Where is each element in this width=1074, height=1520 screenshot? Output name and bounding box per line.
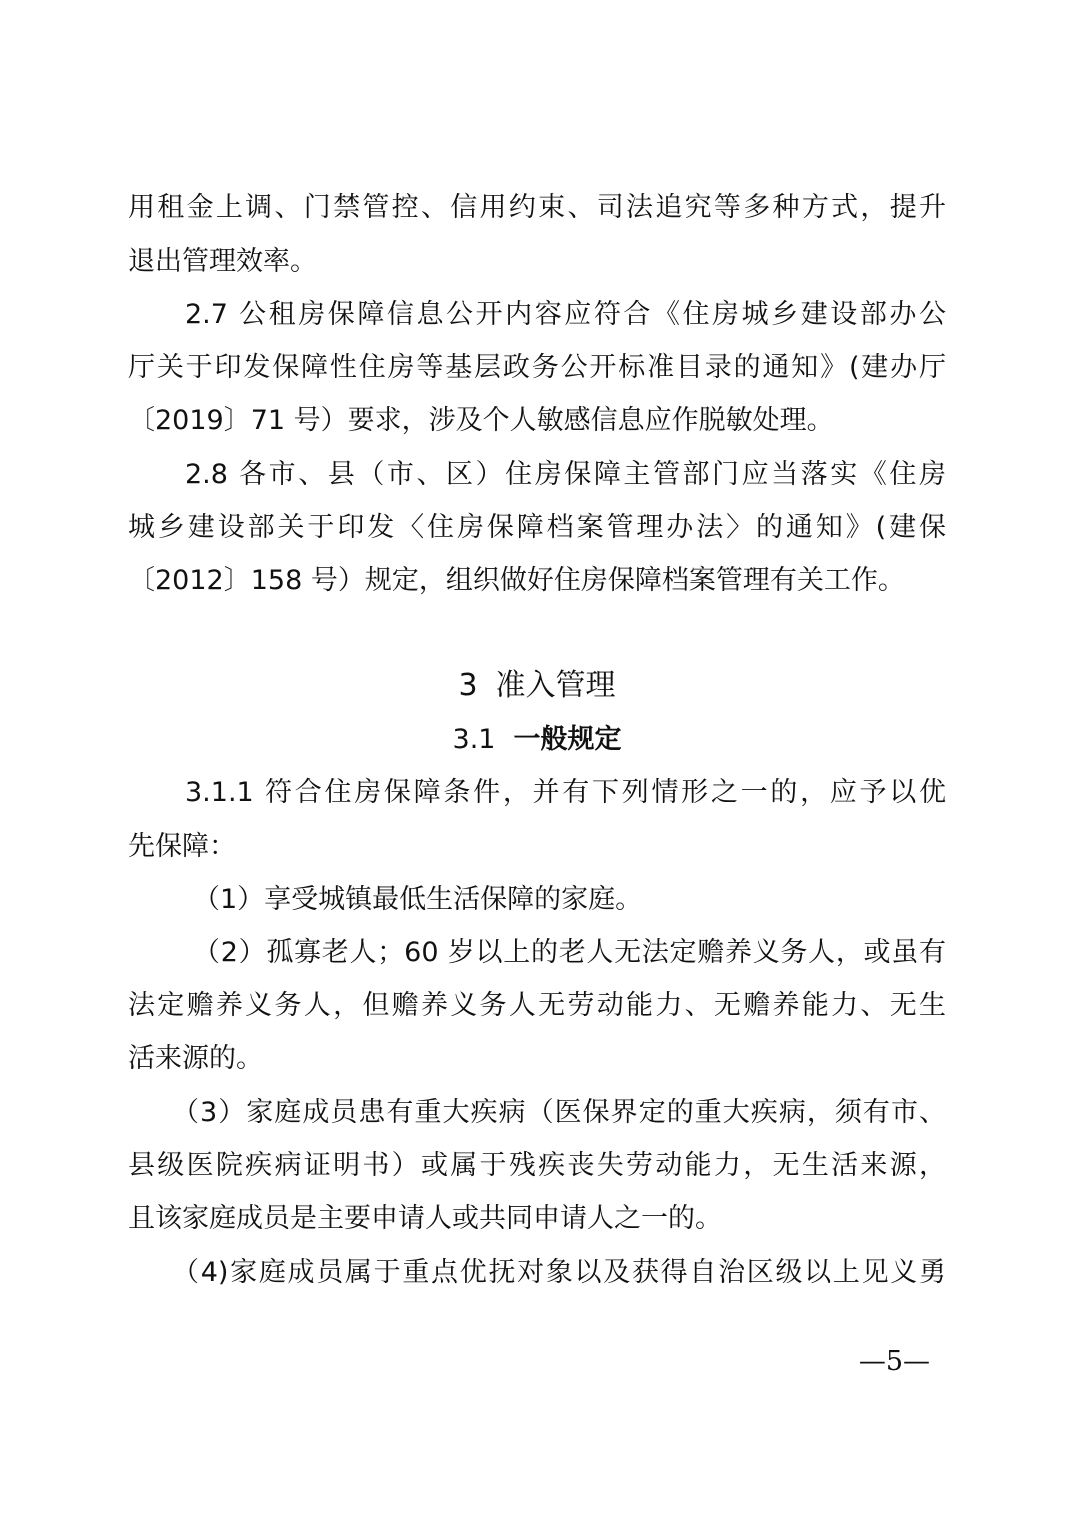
list-item-2-line-3: 活来源的。 xyxy=(128,1043,263,1074)
paragraph-continuation-line-2: 退出管理效率。 xyxy=(128,246,317,277)
paragraph-2-8-line-3: 〔2012〕158 号）规定，组织做好住房保障档案管理有关工作。 xyxy=(128,565,905,596)
list-item-3-line-3: 且该家庭成员是主要申请人或共同申请人之一的。 xyxy=(128,1203,722,1234)
chapter-title: 准入管理 xyxy=(495,668,616,703)
list-item-2-line-1: （2）孤寡老人；60 岁以上的老人无法定赡养义务人，或虽有 xyxy=(193,937,946,968)
paragraph-2-8-line-1: 2.8 各市、县（市、区）住房保障主管部门应当落实《住房 xyxy=(185,459,946,490)
paragraph-2-7-line-1: 2.7 公租房保障信息公开内容应符合《住房城乡建设部办公 xyxy=(185,299,946,330)
list-item-4-line-1: （4)家庭成员属于重点优抚对象以及获得自治区级以上见义勇 xyxy=(172,1257,946,1288)
section-number: 3.1 xyxy=(452,724,496,755)
section-title: 一般规定 xyxy=(513,724,622,755)
paragraph-2-7-line-3: 〔2019〕71 号）要求，涉及个人敏感信息应作脱敏处理。 xyxy=(128,405,834,436)
paragraph-2-8-line-2: 城乡建设部关于印发〈住房保障档案管理办法〉的通知》(建保 xyxy=(128,512,946,543)
list-item-1-line-1: （1）享受城镇最低生活保障的家庭。 xyxy=(193,884,643,915)
chapter-heading xyxy=(0,664,1074,708)
list-item-3-line-1: （3）家庭成员患有重大疾病（医保界定的重大疾病，须有市、 xyxy=(172,1097,946,1128)
paragraph-2-7-line-2: 厅关于印发保障性住房等基层政务公开标准目录的通知》(建办厅 xyxy=(128,352,946,383)
paragraph-continuation-line-1: 用租金上调、门禁管控、信用约束、司法追究等多种方式，提升 xyxy=(128,192,946,223)
clause-3-1-1-line-2: 先保障： xyxy=(128,831,236,862)
list-item-3-line-2: 县级医院疾病证明书）或属于残疾丧失劳动能力，无生活来源， xyxy=(128,1150,946,1181)
section-heading xyxy=(0,720,1074,760)
page-number: —5— xyxy=(858,1346,930,1377)
clause-3-1-1-line-1: 3.1.1 符合住房保障条件，并有下列情形之一的，应予以优 xyxy=(185,777,946,808)
chapter-number: 3 xyxy=(458,668,478,703)
list-item-2-line-2: 法定赡养义务人，但赡养义务人无劳动能力、无赡养能力、无生 xyxy=(128,990,946,1021)
